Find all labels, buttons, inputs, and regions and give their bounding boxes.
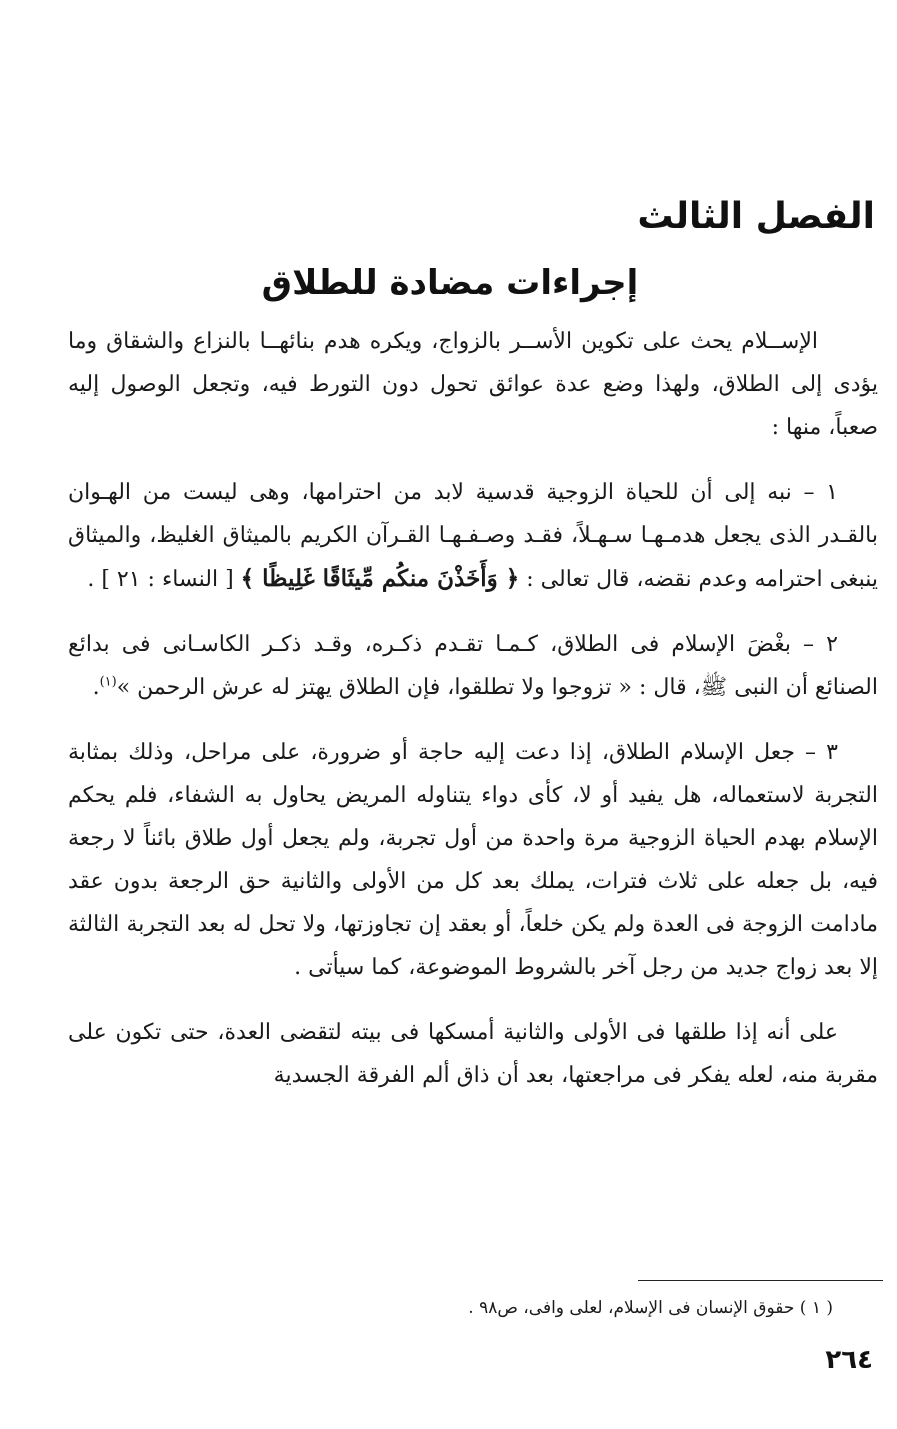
chapter-title: الفصل الثالث <box>637 196 875 237</box>
page-number: ٢٦٤ <box>825 1345 873 1375</box>
quran-verse: ﴿ وَأَخَذْنَ منكُم مِّيثَاقًا غَلِيظًا ﴾ <box>240 565 520 592</box>
footnote-divider <box>638 1280 883 1281</box>
paragraph-point-1-text: ١ – نبه إلى أن للحياة الزوجية قدسية لابد من احترامها، وهى ليست من الهـوان بالقـدر الذى يجعل هدمـهـا سـهـلاً، فقـد وصـفـهـا القـرآن الكريم بالميثاق الغليظ، والميثاق ينبغى احترامه وعدم نقضه، قال تعالى : <box>68 480 878 592</box>
paragraph-point-1 <box>68 471 878 601</box>
paragraph-point-2 <box>68 623 878 709</box>
quran-citation: [ النساء : ٢١ ] . <box>87 567 234 592</box>
paragraph-intro: الإســلام يحث على تكوين الأســر بالزواج، ويكره هدم بنائهــا بالنزاع والشقاق وما يؤدى إلى الطلاق، ولهذا وضع عدة عوائق تحول دون التورط فيه، وتجعل الوصول إليه صعباً، منها : <box>68 329 878 440</box>
body-text <box>68 320 878 1097</box>
footnote: ( ١ ) حقوق الإنسان فى الإسلام، لعلى وافى، ص٩٨ . <box>468 1298 833 1318</box>
section-title: إجراءات مضادة للطلاق <box>261 263 639 303</box>
paragraph-continuation: على أنه إذا طلقها فى الأولى والثانية أمسكها فى بيته لتقضى العدة، حتى تكون على مقربة منه، لعله يفكر فى مراجعتها، بعد أن ذاق ألم الفرقة الجسدية <box>68 1020 878 1088</box>
paragraph-point-2-text: ٢ – بغْضَ الإسلام فى الطلاق، كـمـا تقـدم ذكـره، وقـد ذكـر الكاسـانى فى بدائع الصنائع أن النبى ﷺ، قال : « تزوجوا ولا تطلقوا، فإن الطلاق يهتز له عرش الرحمن » <box>68 632 878 700</box>
paragraph-point-3: ٣ – جعل الإسلام الطلاق، إذا دعت إليه حاجة أو ضرورة، على مراحل، وذلك بمثابة التجربة لاستعماله، هل يفيد أو لا، كأى دواء يتناوله المريض يحاول به الشفاء، فلم يحكم الإسلام بهدم الحياة الزوجية مرة واحدة من أول تجربة، ولم يجعل أول طلاق بائناً لا رجعة فيه، بل جعله على ثلاث فترات، يملك بعد كل من الأولى والثانية حق الرجعة بدون عقد مادامت الزوجة فى العدة ولم يكن خلعاً، أو بعقد إن تجاوزتها، ولا تحل له بعد التجربة الثالثة إلا بعد زواج جديد من رجل آخر بالشروط الموضوعة، كما سيأتى . <box>68 740 878 980</box>
paragraph-point-2-end: . <box>92 675 100 700</box>
footnote-reference: (١) <box>99 674 117 690</box>
